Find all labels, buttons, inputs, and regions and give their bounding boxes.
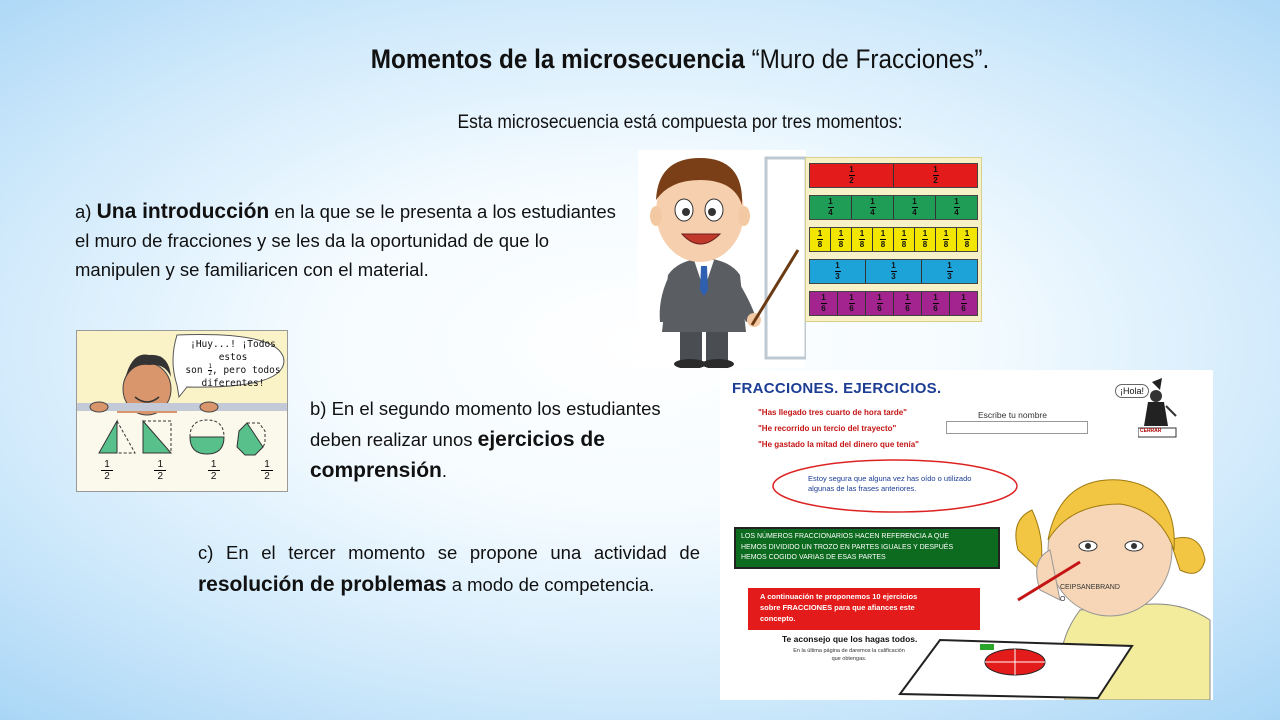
fraction-wall-cell: 1 3 [866,260,922,283]
fraction-wall-cell: 1 8 [915,228,936,251]
book-illustration [870,632,1140,700]
fraction-wall-cell: 1 8 [894,228,915,251]
fraction-wall-cell: 1 8 [873,228,894,251]
fraction-wall-cell: 1 4 [936,196,977,219]
intro-panel: A continuación te proponemos 10 ejercicios sobre FRACCIONES para que afiances este concepto. [748,588,980,630]
fraction-wall-cell: 1 6 [838,292,866,315]
subtitle: Esta microsecuencia está compuesta por tres momentos: [457,112,903,133]
advice-text: Te aconsejo que los hagas todos. [782,634,918,644]
speech-bubble: ¡Huy...! ¡Todos estos son $\frac{1}{2}$ , pero todos diferentes! [185,339,281,389]
paragraph-introduction: a) Una introducción en la que se le presenta a los estudiantes el muro de fracciones y se les da la oportunidad de que lo manipulen y se familiaricen con el material. [75,200,616,280]
fraction-wall-row [809,259,978,284]
fraction-wall-cell: 1 6 [810,292,838,315]
fraction-wall-row [809,195,978,220]
comic-fraction: 1 2 [97,459,117,482]
shirt-lettering: CEIPSANEBRANDO [1060,584,1120,603]
fraction-wall-cell: 1 6 [894,292,922,315]
definition-panel: LOS NÚMEROS FRACCIONARIOS HACEN REFERENCIA A QUE HEMOS DIVIDIDO UN TROZO EN PARTES IGUALES Y DESPUÉS HEMOS COGIDO VARIAS DE ESAS PARTES [734,527,1000,569]
comic-fraction: 1 2 [204,459,224,482]
fraction-wall-cell: 1 8 [936,228,957,251]
fraction-wall-cell: 1 8 [810,228,831,251]
fraction-wall-cell: 1 8 [852,228,873,251]
quote-item: "He recorrido un tercio del trayecto" [758,424,897,433]
comic-fraction: 1 2 [150,459,170,482]
quote-item: "Has llegado tres cuarto de hora tarde" [758,408,907,417]
page-title: Momentos de la microsecuencia “Muro de Fracciones”. [370,44,990,74]
fraction-wall-cell: 1 8 [831,228,852,251]
thought-bubble-text: Estoy segura que alguna vez has oído o utilizado algunas de las frases anteriores. [808,474,972,493]
fraction-wall-cell: 1 2 [894,164,977,187]
fraction-wall-cell: 1 3 [810,260,866,283]
cerrar-label[interactable]: CERRAR [1140,428,1162,434]
fraction-wall-cell: 1 6 [950,292,977,315]
fraction-wall-cell: 1 2 [810,164,894,187]
fraction-wall [805,157,982,322]
advice-small: En la última página de daremos la calificación que obtengas. [793,648,905,662]
comic-illustration [76,330,288,492]
comic-fraction-labels [97,459,277,482]
fraction-wall-row [809,163,978,188]
fraction-wall-row [809,227,978,252]
fraction-wall-cell: 1 6 [866,292,894,315]
fraction-wall-cell: 1 3 [922,260,977,283]
fraction-wall-cell: 1 6 [922,292,950,315]
quote-list [758,405,919,453]
teacher-illustration [638,150,806,368]
fraction-wall-cell: 1 4 [894,196,936,219]
comic-fraction: 1 2 [257,459,277,482]
paragraph-exercises: b) En el segundo momento los estudiantes deben realizar unos ejercicios de comprensión. [310,398,661,482]
fraction-wall-row [809,291,978,316]
fraction-wall-cell: 1 4 [810,196,852,219]
quote-item: "He gastado la mitad del dinero que tenía" [758,440,919,449]
exercise-screenshot [720,370,1213,700]
name-input[interactable] [946,421,1088,434]
fraction-wall-cell: 1 4 [852,196,894,219]
exercise-heading: FRACCIONES. EJERCICIOS. [732,380,942,397]
fraction-wall-cell: 1 8 [957,228,977,251]
name-label: Escribe tu nombre [978,410,1047,420]
hola-label: ¡Hola! [1115,384,1149,398]
paragraph-problems: c) En el tercer momento se propone una actividad de resolución de problemas a modo de competencia. [198,542,700,596]
